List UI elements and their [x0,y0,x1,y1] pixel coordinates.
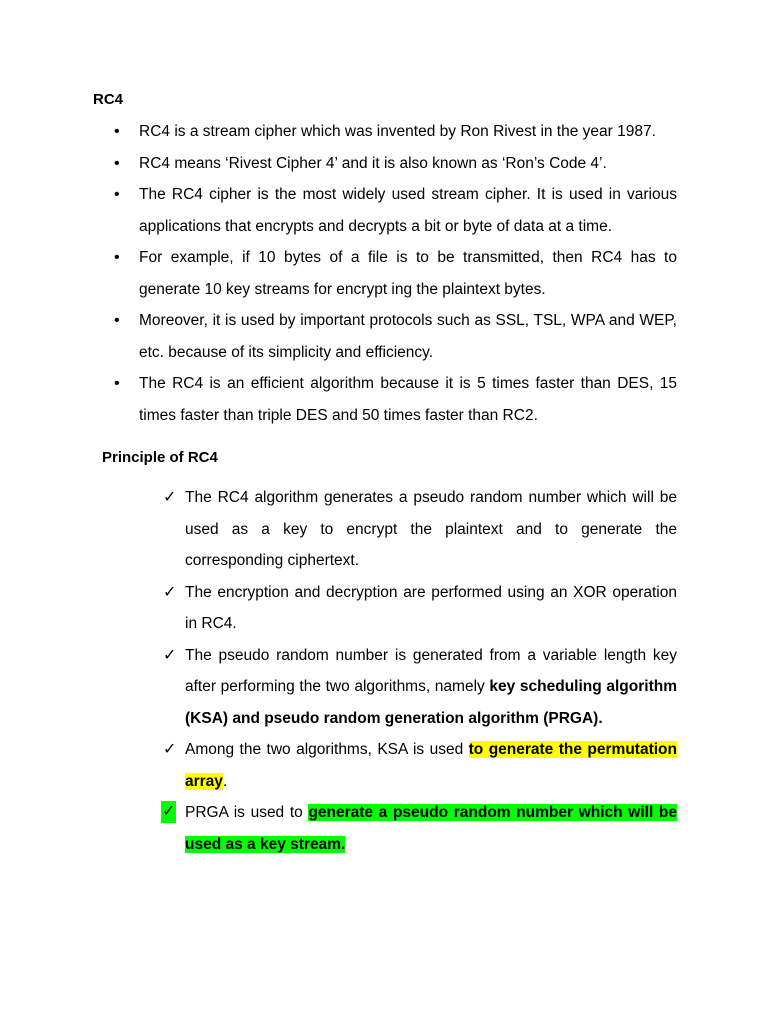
check-bold-text: key scheduling algorithm (KSA) and pseudo random generation algorithm (PRGA). [185,678,677,727]
check-text: The pseudo random number is generated from a variable length key after performing the two algorithms, namely [185,646,677,695]
check-text-end: . [222,772,228,790]
bullet-icon: • [114,186,120,203]
check-text: PRGA is used to [185,804,309,821]
check-text: The RC4 algorithm generates a pseudo random number which will be used as a key to encrypt the plaintext and to generate the corresponding ciphertext. [185,489,677,569]
yellow-highlighted-text: to generate the permutation array [185,741,677,790]
bullet-text: RC4 means ‘Rivest Cipher 4’ and it is also known as ‘Ron’s Code 4’. [139,154,607,172]
checkmark-icon: ✓ [163,646,177,664]
document-title: RC4 [93,91,124,108]
bullet-icon: • [114,123,120,140]
bullet-text: Moreover, it is used by important protocols such as SSL, TSL, WPA and WEP, etc. because of its simplicity and efficiency. [139,312,677,361]
list-item [112,179,677,242]
principle-heading: Principle of RC4 [102,449,218,466]
rc4-bullet-list [112,116,677,431]
check-text: Among the two algorithms, KSA is used [185,741,469,758]
bullet-text: The RC4 cipher is the most widely used stream cipher. It is used in various applications that encrypts and decrypts a bit or byte of data at a time. [139,186,677,235]
list-item [112,368,677,431]
list-item [112,148,677,180]
bullet-text: The RC4 is an efficient algorithm because it is 5 times faster than DES, 15 times faster than triple DES and 50 times faster than RC2. [139,375,677,424]
list-item [160,640,677,735]
bullet-text: RC4 is a stream cipher which was invented by Ron Rivest in the year 1987. [139,123,656,140]
list-item [160,734,677,797]
list-item [112,116,677,148]
bullet-icon: • [114,375,120,392]
list-item [160,482,677,577]
bullet-text: For example, if 10 bytes of a file is to be transmitted, then RC4 has to generate 10 key streams for encrypt ing the plaintext bytes. [139,249,677,298]
checkmark-icon: ✓ [163,489,177,506]
list-item [112,242,677,305]
checkmark-icon: ✓ [163,741,177,758]
bullet-icon: • [114,312,120,329]
green-highlighted-text: generate a pseudo random number which will be used as a key stream. [185,804,677,853]
list-item [112,305,677,368]
check-text: The encryption and decryption are performed using an XOR operation in RC4. [185,583,677,632]
bullet-icon: • [114,249,120,266]
bullet-icon: • [114,154,120,172]
checkmark-icon: ✓ [161,801,176,823]
list-item [160,577,677,640]
checkmark-icon: ✓ [163,583,177,601]
list-item [160,797,677,860]
principle-check-list [160,482,677,860]
